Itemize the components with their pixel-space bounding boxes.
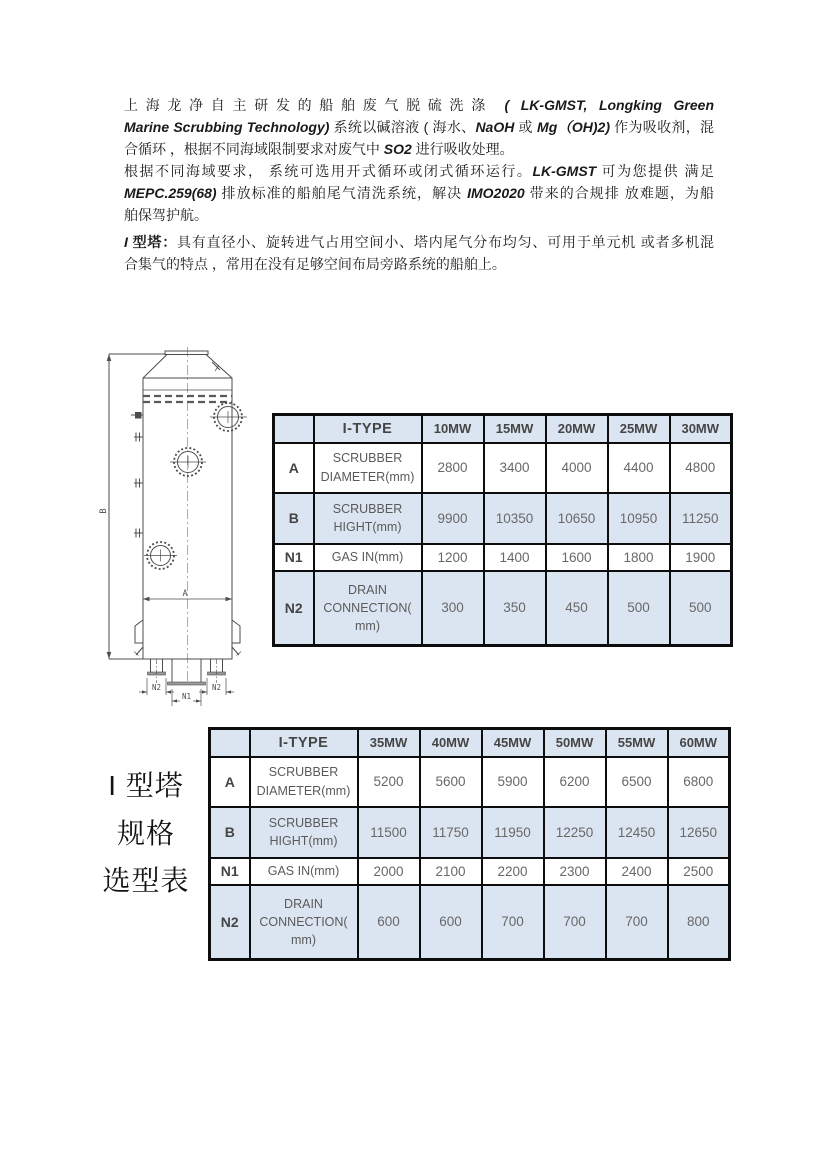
text-segment: I <box>124 234 128 250</box>
corner-cell <box>210 729 250 757</box>
value-cell: 10350 <box>484 493 546 544</box>
table-row <box>210 885 730 960</box>
text-segment: 作为吸收剂，混 <box>609 119 714 135</box>
row-label-cell: GAS IN(mm) <box>250 858 358 885</box>
side-label-line: I 型塔 <box>108 770 184 801</box>
row-label-cell: SCRUBBER HIGHT(mm) <box>314 493 422 544</box>
text-line <box>124 204 714 226</box>
column-header: 45MW <box>482 729 544 757</box>
table-row <box>274 571 732 646</box>
side-label-line: 选型表 <box>102 865 190 896</box>
value-cell: 500 <box>608 571 670 646</box>
text-segment: 舶保驾护航。 <box>124 207 208 223</box>
value-cell: 6500 <box>606 757 668 807</box>
text-segment: 型塔： <box>127 234 178 250</box>
text-line <box>124 116 714 138</box>
value-cell: 3400 <box>484 443 546 493</box>
value-cell: 5900 <box>482 757 544 807</box>
value-cell: 700 <box>482 885 544 960</box>
value-cell: 4000 <box>546 443 608 493</box>
value-cell: 300 <box>422 571 484 646</box>
column-header: 30MW <box>670 415 732 443</box>
value-cell: 350 <box>484 571 546 646</box>
text-segment: 根据不同海域要求， 系统可选用开式循环或闭式循环运行。 <box>124 163 533 179</box>
text-segment: Marine Scrubbing Technology) <box>124 119 330 135</box>
text-line <box>124 160 714 182</box>
text-segment: SO2 <box>383 141 412 157</box>
value-cell: 2500 <box>668 858 730 885</box>
dimension-label-a: A <box>182 589 188 599</box>
dimension-label-b: B <box>99 508 109 514</box>
text-line <box>124 94 714 116</box>
column-header: 60MW <box>668 729 730 757</box>
value-cell: 450 <box>546 571 608 646</box>
value-cell: 2800 <box>422 443 484 493</box>
text-segment: NaOH <box>475 119 515 135</box>
column-header: 40MW <box>420 729 482 757</box>
spec-table-35-60mw <box>208 727 731 961</box>
text-segment: 系统以碱溶液 ( 海水、 <box>329 119 476 135</box>
text-segment: 进行吸收处理。 <box>411 141 514 157</box>
text-segment: MEPC.259(68) <box>124 185 217 201</box>
side-label <box>92 762 200 905</box>
spec-table-10-30mw <box>272 413 733 647</box>
value-cell: 11500 <box>358 807 420 858</box>
row-label-cell: SCRUBBER HIGHT(mm) <box>250 807 358 858</box>
column-header: 50MW <box>544 729 606 757</box>
value-cell: 800 <box>668 885 730 960</box>
value-cell: 700 <box>544 885 606 960</box>
text-line <box>124 253 714 275</box>
row-key-cell: B <box>210 807 250 858</box>
value-cell: 500 <box>670 571 732 646</box>
text-segment: 上海龙净自主研发的船舶废气脱硫洗涤 <box>124 97 505 113</box>
table-row <box>274 443 732 493</box>
value-cell: 2000 <box>358 858 420 885</box>
text-segment: 排放标准的船舶尾气清洗系统，解决 <box>216 185 468 201</box>
text-segment: 带来的合规排 放难题，为船 <box>524 185 714 201</box>
paragraph <box>124 231 714 275</box>
column-header: 55MW <box>606 729 668 757</box>
column-header: I-TYPE <box>250 729 358 757</box>
value-cell: 4800 <box>670 443 732 493</box>
value-cell: 9900 <box>422 493 484 544</box>
value-cell: 4400 <box>608 443 670 493</box>
corner-cell <box>274 415 314 443</box>
value-cell: 12450 <box>606 807 668 858</box>
column-header: 10MW <box>422 415 484 443</box>
row-label-cell: DRAIN CONNECTION( mm) <box>250 885 358 960</box>
text-line <box>124 231 714 253</box>
text-segment: 合集气的特点 ，常用在没有足够空间布局旁路系统的船舶上。 <box>124 256 506 272</box>
row-key-cell: N2 <box>274 571 314 646</box>
value-cell: 600 <box>358 885 420 960</box>
row-key-cell: N1 <box>210 858 250 885</box>
row-key-cell: N2 <box>210 885 250 960</box>
text-segment: Mg（OH)2) <box>537 119 610 135</box>
row-key-cell: B <box>274 493 314 544</box>
value-cell: 10950 <box>608 493 670 544</box>
table-row <box>274 544 732 571</box>
nozzle-label-n1: N1 <box>181 692 192 701</box>
value-cell: 1800 <box>608 544 670 571</box>
text-segment: 或 <box>514 119 538 135</box>
row-label-cell: DRAIN CONNECTION( mm) <box>314 571 422 646</box>
text-segment: ( LK-GMST, Longking Green <box>504 97 714 113</box>
value-cell: 11950 <box>482 807 544 858</box>
text-segment: IMO2020 <box>467 185 525 201</box>
value-cell: 2300 <box>544 858 606 885</box>
value-cell: 10650 <box>546 493 608 544</box>
text-line <box>124 182 714 204</box>
value-cell: 1600 <box>546 544 608 571</box>
row-key-cell: N1 <box>274 544 314 571</box>
row-label-cell: SCRUBBER DIAMETER(mm) <box>314 443 422 493</box>
value-cell: 1400 <box>484 544 546 571</box>
text-segment: LK-GMST <box>532 163 597 179</box>
value-cell: 12250 <box>544 807 606 858</box>
intro-paragraphs <box>124 94 714 275</box>
manhole-flange-center <box>170 448 206 476</box>
text-segment: 可为您提供 满足 <box>596 163 714 179</box>
value-cell: 12650 <box>668 807 730 858</box>
row-label-cell: GAS IN(mm) <box>314 544 422 571</box>
value-cell: 1200 <box>422 544 484 571</box>
text-segment: 具有直径小、旋转进气占用空间小、塔内尾气分布均匀、可用于单元机 或者多机混 <box>177 234 714 250</box>
value-cell: 700 <box>606 885 668 960</box>
nozzle-label-n2-left: N2 <box>151 683 162 692</box>
column-header: 15MW <box>484 415 546 443</box>
header-row <box>210 729 730 757</box>
value-cell: 11250 <box>670 493 732 544</box>
row-key-cell: A <box>274 443 314 493</box>
tower-outline-drawing <box>95 333 255 718</box>
row-label-cell: SCRUBBER DIAMETER(mm) <box>250 757 358 807</box>
value-cell: 2100 <box>420 858 482 885</box>
scrubber-tower-drawing <box>95 333 255 718</box>
value-cell: 11750 <box>420 807 482 858</box>
header-row <box>274 415 732 443</box>
text-segment: 合循环 ，根据不同海域限制要求对废气中 <box>124 141 384 157</box>
paragraph <box>124 94 714 160</box>
value-cell: 5200 <box>358 757 420 807</box>
table-row <box>274 493 732 544</box>
table-row <box>210 858 730 885</box>
value-cell: 6800 <box>668 757 730 807</box>
manhole-flange-lower-left <box>144 542 177 569</box>
value-cell: 5600 <box>420 757 482 807</box>
table-row <box>210 807 730 858</box>
nozzle-label-n2-right: N2 <box>211 683 222 692</box>
manhole-flange-upper-right <box>210 403 247 431</box>
table-row <box>210 757 730 807</box>
value-cell: 2200 <box>482 858 544 885</box>
row-key-cell: A <box>210 757 250 807</box>
paragraph <box>124 160 714 226</box>
value-cell: 1900 <box>670 544 732 571</box>
column-header: I-TYPE <box>314 415 422 443</box>
value-cell: 600 <box>420 885 482 960</box>
side-label-line: 规格 <box>116 817 175 849</box>
value-cell: 2400 <box>606 858 668 885</box>
column-header: 25MW <box>608 415 670 443</box>
value-cell: 6200 <box>544 757 606 807</box>
column-header: 20MW <box>546 415 608 443</box>
column-header: 35MW <box>358 729 420 757</box>
text-line <box>124 138 714 160</box>
